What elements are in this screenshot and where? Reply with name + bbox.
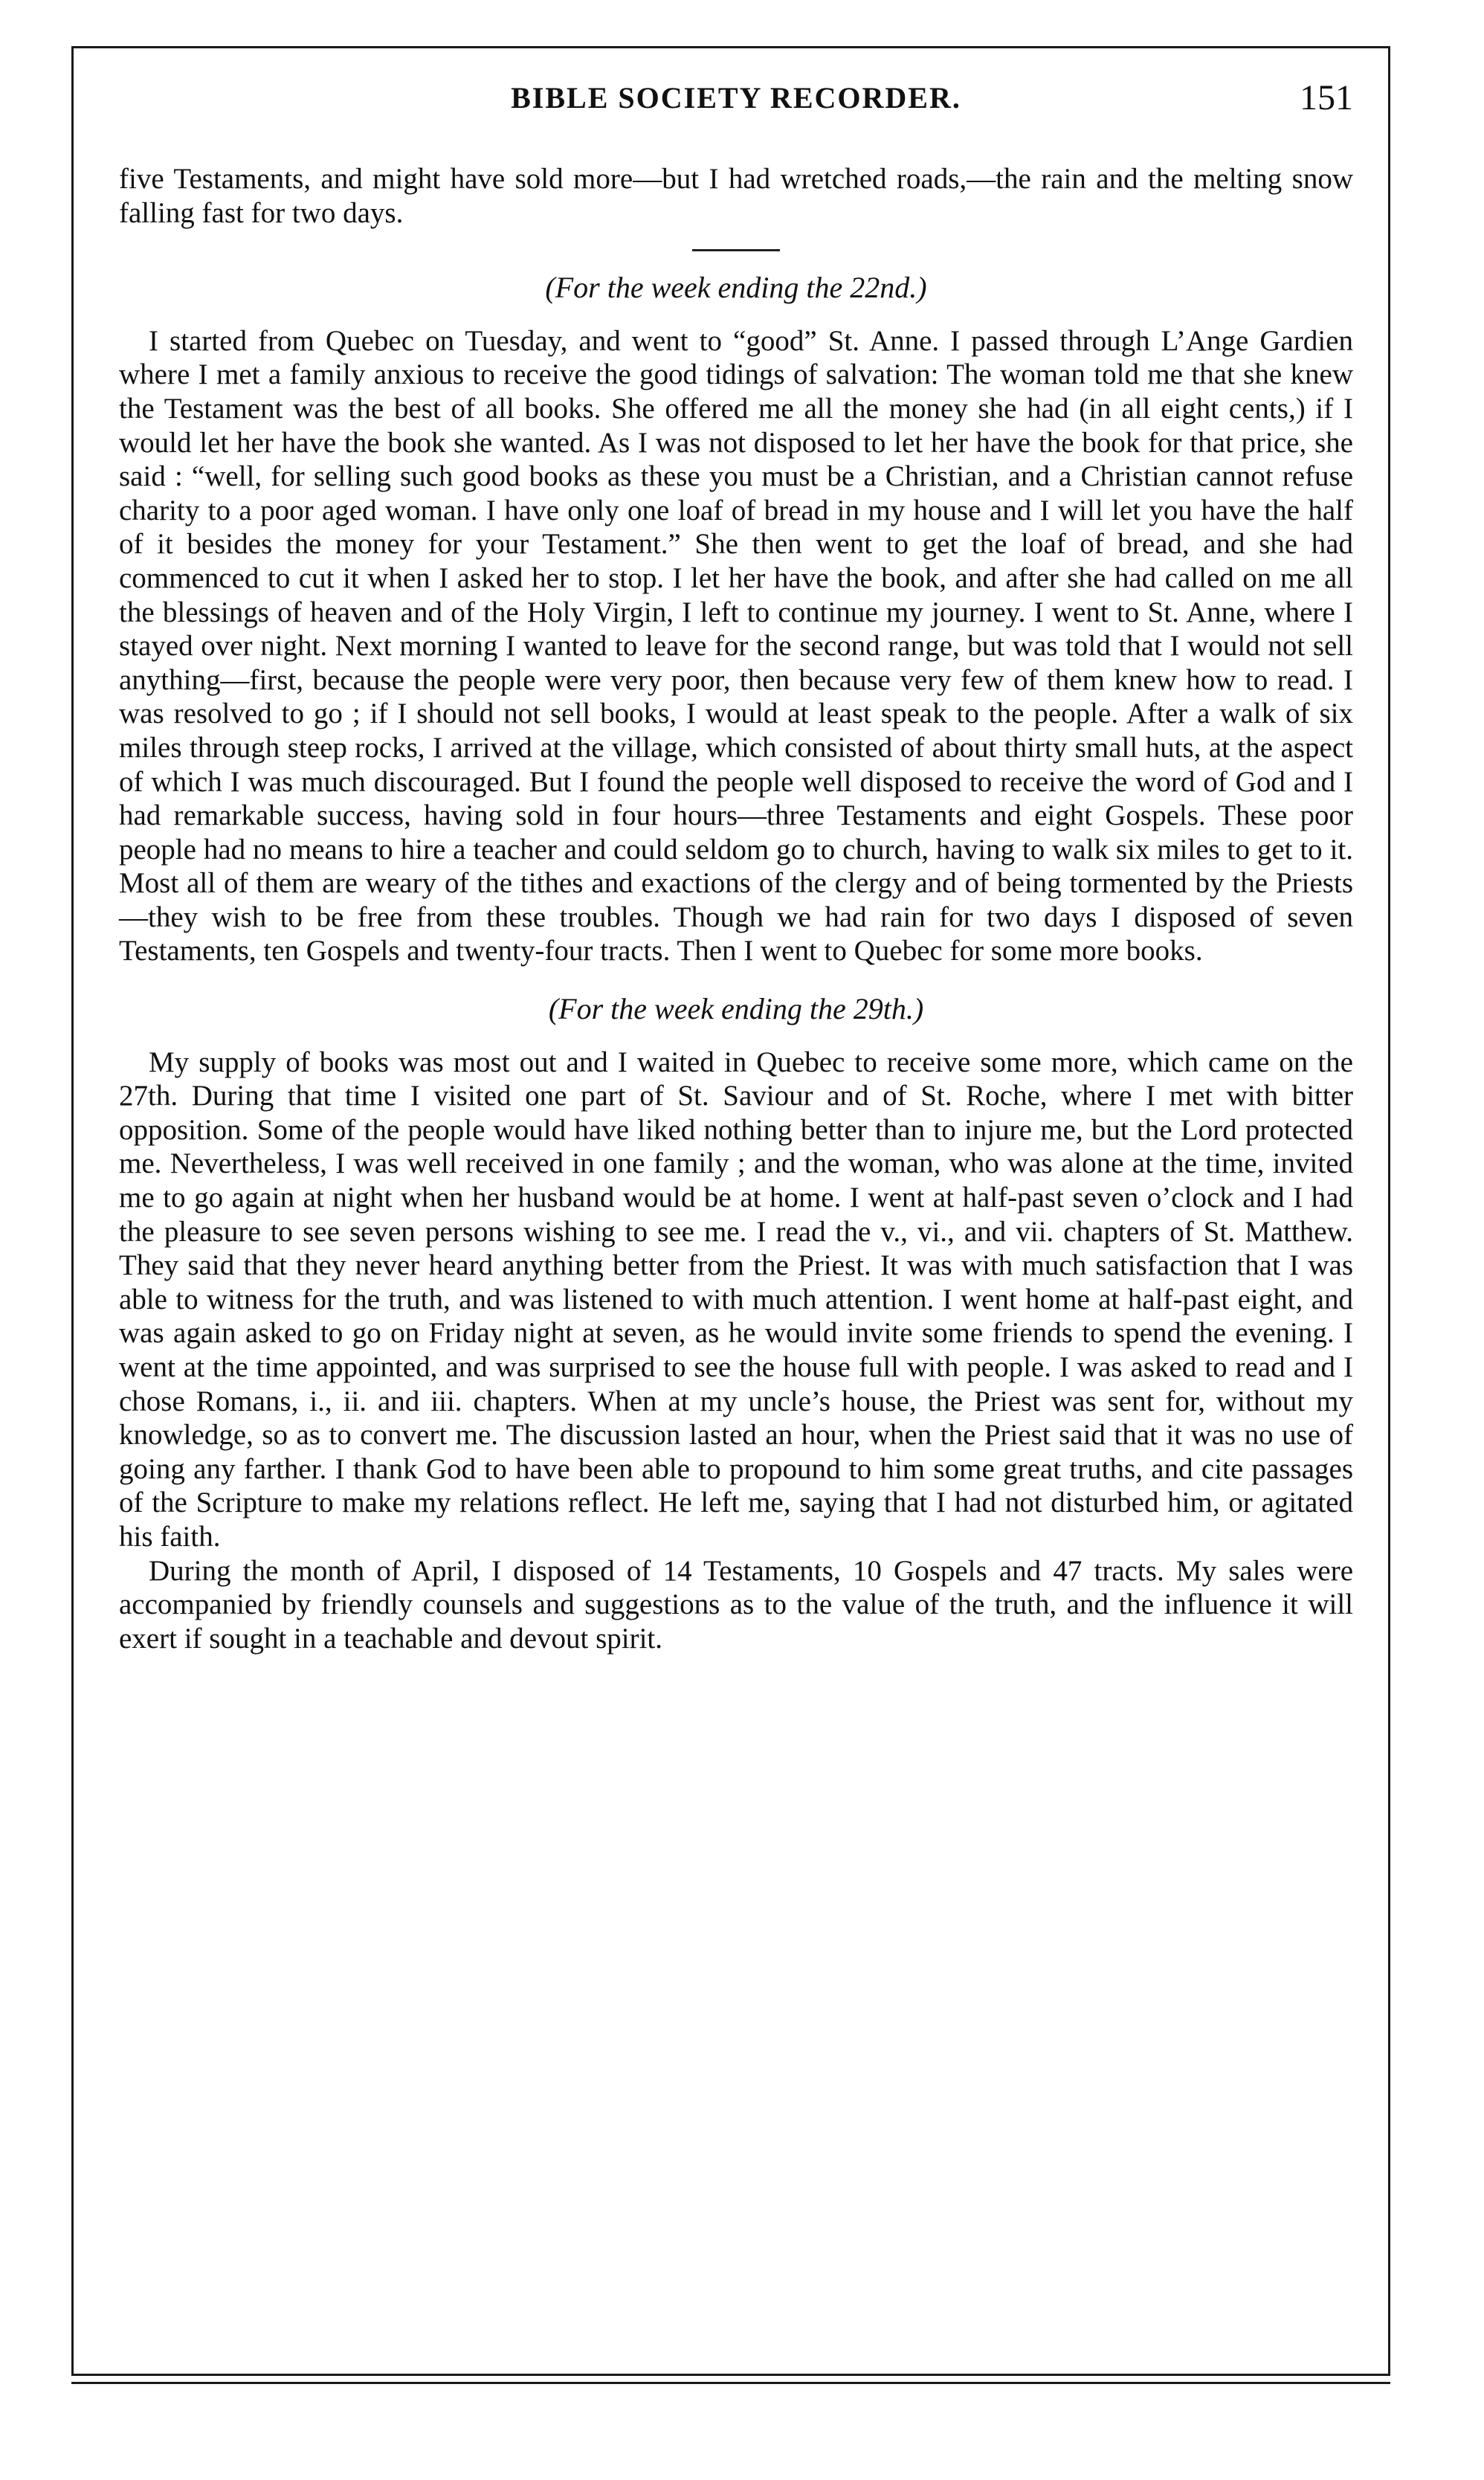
- section-heading-22nd: (For the week ending the 22nd.): [545, 271, 927, 305]
- paragraph-week-29th: My supply of books was most out and I waited in Quebec to receive some more, which came on the 27th. During that time I visited one part of St. Saviour and of St. Roche, where I met with bitter opposition. Some of the people would have liked nothing better than to injure me, but the Lord protected me. Nevertheless, I was well received in one family ; and the woman, who was alone at the time, invited me to go again at night when her husband would be at home. I went at half-past seven o’clock and I had the pleasure to see seven persons wishing to see me. I read the v., vi., and vii. chapters of St. Matthew. They said that they never heard anything better from the Priest. It was with much satisfaction that I was able to witness for the truth, and was listened to with much attention. I went home at half-past eight, and was again asked to go on Friday night at seven, as he would invite some friends to spend the evening. I went at the time appointed, and was surprised to see the house full with people. I was asked to read and I chose Romans, i., ii. and iii. chapters. When at my uncle’s house, the Priest was sent for, without my knowledge, so as to convert me. The discussion lasted an hour, when the Priest said that it was no use of going any farther. I thank God to have been able to propound to him some great truths, and cite passages of the Scripture to make my relations reflect. He left me, saying that I had not disturbed him, or agitated his faith.: [119, 1046, 1353, 1553]
- page-number: 151: [1300, 78, 1353, 117]
- bottom-rule-double: [71, 2382, 1390, 2384]
- page-header: [119, 80, 1353, 125]
- section-heading-29th: (For the week ending the 29th.): [548, 992, 924, 1026]
- section-divider: [692, 249, 780, 251]
- paragraph-april-summary: During the month of April, I disposed of 14 Testaments, 10 Gospels and 47 tracts. My sales were accompanied by friendly counsels and suggestions as to the value of the truth, and the influence it will exert if sought in a teachable and devout spirit.: [119, 1554, 1353, 1655]
- paragraph-week-22nd: I started from Quebec on Tuesday, and went to “good” St. Anne. I passed through L’Ange Gardien where I met a family anxious to receive the good tidings of salvation: The woman told me that she knew the Testament was the best of all books. She offered me all the money she had (in all eight cents,) if I would let her have the book she wanted. As I was not disposed to let her have the book for that price, she said : “well, for selling such good books as these you must be a Christian, and a Christian cannot refuse charity to a poor aged woman. I have only one loaf of bread in my house and I will let you have the half of it besides the money for your Testament.” She then went to get the loaf of bread, and she had commenced to cut it when I asked her to stop. I let her have the book, and after she had called on me all the blessings of heaven and of the Holy Virgin, I left to continue my journey. I went to St. Anne, where I stayed over night. Next morning I wanted to leave for the second range, but was told that I would not sell anything—first, because the people were very poor, then because very few of them knew how to read. I was resolved to go ; if I should not sell books, I would at least speak to the people. After a walk of six miles through steep rocks, I arrived at the village, which consisted of about thirty small huts, at the aspect of which I was much discouraged. But I found the people well disposed to receive the word of God and I had remarkable success, having sold in four hours—three Testaments and eight Gospels. These poor people had no means to hire a teacher and could seldom go to church, having to walk six miles to get to it. Most all of them are weary of the tithes and exactions of the clergy and of being tormented by the Priests—they wish to be free from these troubles. Though we had rain for two days I disposed of seven Testaments, ten Gospels and twenty-four tracts. Then I went to Quebec for some more books.: [119, 324, 1353, 967]
- paragraph-continuation: five Testaments, and might have sold more—but I had wretched roads,—the rain and the melting snow falling fast for two days.: [119, 163, 1353, 229]
- running-title: BIBLE SOCIETY RECORDER.: [511, 81, 961, 115]
- bottom-rule: [71, 2374, 1390, 2376]
- article-body: [119, 162, 1353, 1655]
